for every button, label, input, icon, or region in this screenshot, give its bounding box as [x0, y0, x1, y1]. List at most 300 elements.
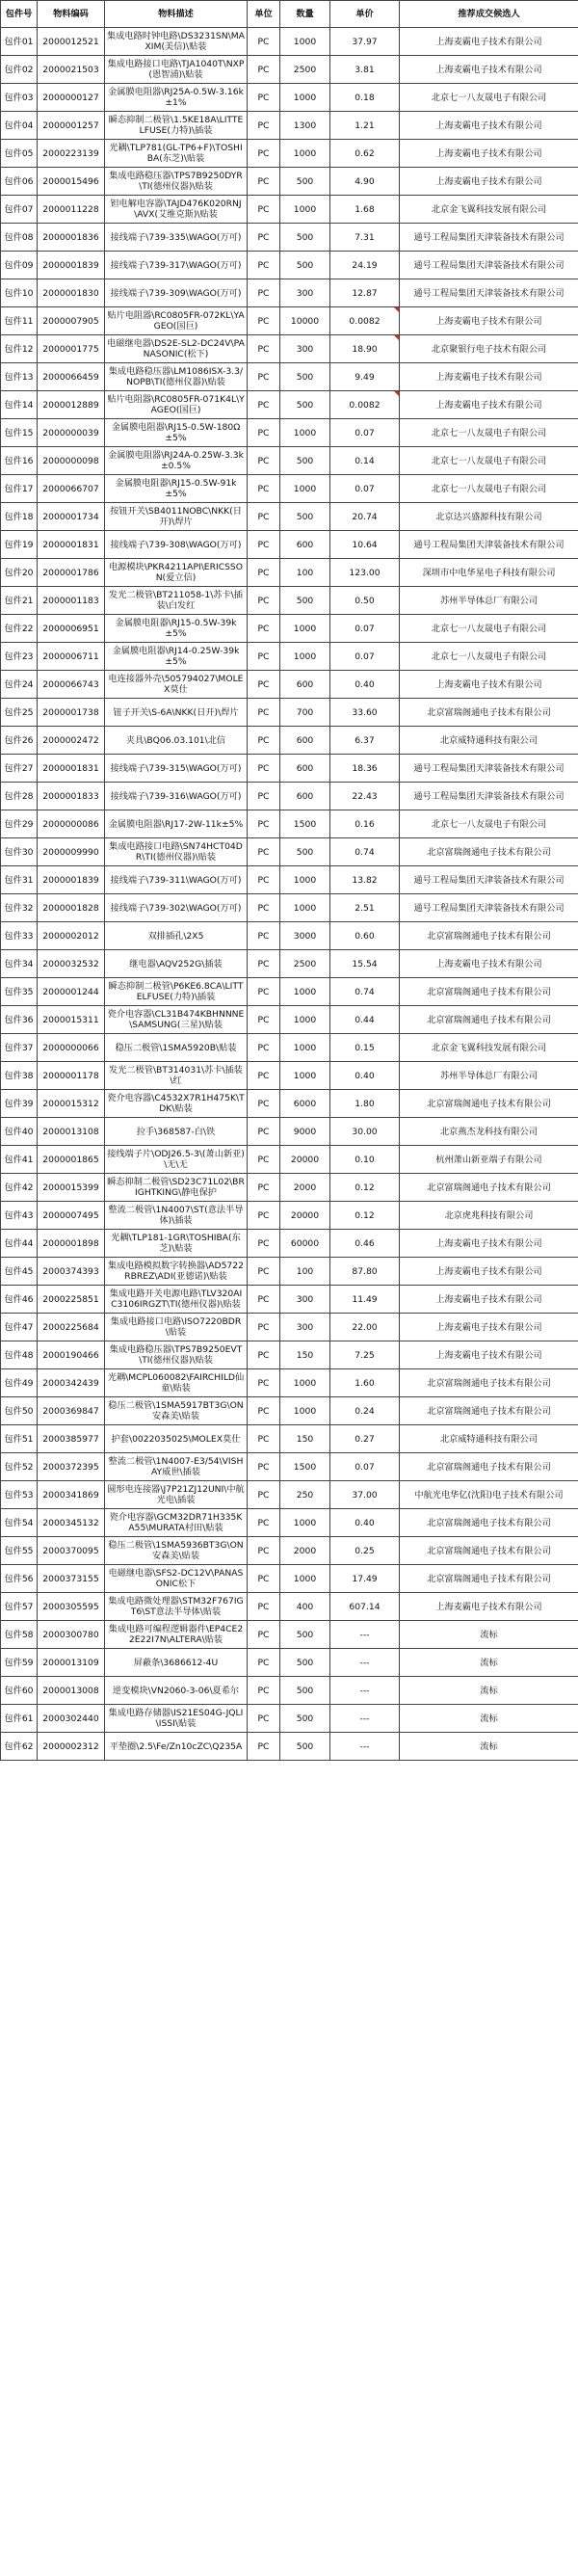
cell-unit-price: 0.50 [330, 587, 400, 615]
cell-material-code: 2000001786 [38, 559, 105, 587]
cell-unit: PC [248, 335, 280, 363]
cell-material-desc: 整流二极管\1N4007-E3/54\VISHAY威世\插装 [105, 1453, 248, 1481]
cell-material-code: 2000015399 [38, 1174, 105, 1202]
cell-package-no: 包件32 [1, 894, 38, 922]
cell-unit: PC [248, 391, 280, 419]
cell-unit: PC [248, 1146, 280, 1174]
header-material-code: 物料编码 [38, 1, 105, 28]
header-unit: 单位 [248, 1, 280, 28]
cell-unit: PC [248, 1733, 280, 1761]
table-row [1, 810, 578, 838]
cell-material-desc: 金属膜电阻器\RJ24A-0.25W-3.3k±0.5% [105, 447, 248, 475]
cell-material-code: 2000305595 [38, 1593, 105, 1621]
cell-quantity: 1000 [280, 643, 330, 671]
table-row [1, 727, 578, 755]
cell-unit-price: 12.87 [330, 279, 400, 307]
cell-material-code: 2000225684 [38, 1314, 105, 1341]
cell-unit: PC [248, 1230, 280, 1258]
table-header-row [1, 1, 578, 28]
cell-quantity: 1000 [280, 615, 330, 643]
cell-package-no: 包件01 [1, 28, 38, 56]
cell-quantity: 1000 [280, 1565, 330, 1593]
cell-package-no: 包件44 [1, 1230, 38, 1258]
cell-unit: PC [248, 1202, 280, 1230]
cell-unit-price: 37.97 [330, 28, 400, 56]
cell-unit: PC [248, 894, 280, 922]
cell-material-code: 2000015496 [38, 168, 105, 196]
cell-recommended-bidder: 杭州萧山新亚端子有限公司 [400, 1146, 578, 1174]
cell-quantity: 150 [280, 1341, 330, 1369]
cell-unit: PC [248, 224, 280, 252]
table-row [1, 363, 578, 391]
cell-recommended-bidder: 北京富瑞阁通电子技术有限公司 [400, 1369, 578, 1397]
cell-material-code: 2000000039 [38, 419, 105, 447]
cell-unit: PC [248, 419, 280, 447]
cell-material-desc: 瞬态抑制二极管\1.5KE18A\LITTELFUSE(力特)\插装 [105, 112, 248, 140]
cell-material-desc: 光耦\TLP181-1GR\TOSHIBA(东芝)\贴装 [105, 1230, 248, 1258]
cell-package-no: 包件57 [1, 1593, 38, 1621]
cell-recommended-bidder: 北京威特通科技有限公司 [400, 727, 578, 755]
cell-package-no: 包件28 [1, 783, 38, 810]
cell-recommended-bidder: 通号工程局集团天津装备技术有限公司 [400, 783, 578, 810]
cell-material-desc: 整流二极管\1N4007\ST(意法半导体)\插装 [105, 1202, 248, 1230]
cell-package-no: 包件23 [1, 643, 38, 671]
cell-material-desc: 逆变模块\VN2060-3-06\夏希尔 [105, 1677, 248, 1705]
cell-recommended-bidder: 上海麦霸电子技术有限公司 [400, 391, 578, 419]
table-row [1, 1649, 578, 1677]
cell-unit: PC [248, 1621, 280, 1649]
cell-unit: PC [248, 28, 280, 56]
table-row [1, 1174, 578, 1202]
cell-material-code: 2000013108 [38, 1118, 105, 1146]
table-row [1, 671, 578, 699]
cell-package-no: 包件20 [1, 559, 38, 587]
cell-unit: PC [248, 140, 280, 168]
cell-unit: PC [248, 587, 280, 615]
cell-material-code: 2000012521 [38, 28, 105, 56]
cell-quantity: 1000 [280, 1006, 330, 1034]
cell-unit-price: --- [330, 1705, 400, 1733]
table-row [1, 28, 578, 56]
cell-recommended-bidder: 北京七一八友晟电子有限公司 [400, 84, 578, 112]
cell-unit-price: --- [330, 1621, 400, 1649]
cell-package-no: 包件14 [1, 391, 38, 419]
cell-material-code: 2000002472 [38, 727, 105, 755]
cell-quantity: 300 [280, 335, 330, 363]
cell-recommended-bidder: 北京富瑞阁通电子技术有限公司 [400, 838, 578, 866]
cell-material-desc: 集成电路稳压器\LM1086ISX-3.3/NOPB\TI(德州仪器)\贴装 [105, 363, 248, 391]
table-row [1, 1369, 578, 1397]
cell-unit-price: 0.12 [330, 1202, 400, 1230]
cell-material-desc: 发光二极管\BT211058-1\苏卡\插装\白发红 [105, 587, 248, 615]
cell-material-code: 2000225851 [38, 1286, 105, 1314]
cell-quantity: 3000 [280, 922, 330, 950]
cell-material-code: 2000385977 [38, 1425, 105, 1453]
cell-package-no: 包件60 [1, 1677, 38, 1705]
cell-material-code: 2000001830 [38, 279, 105, 307]
cell-quantity: 500 [280, 252, 330, 279]
cell-recommended-bidder: 上海麦霸电子技术有限公司 [400, 112, 578, 140]
cell-material-desc: 电源模块\PKR4211API\ERICSSON(爱立信) [105, 559, 248, 587]
cell-quantity: 700 [280, 699, 330, 727]
cell-package-no: 包件12 [1, 335, 38, 363]
cell-unit: PC [248, 1369, 280, 1397]
cell-recommended-bidder: 中航光电华亿(沈阳)电子技术有限公司 [400, 1481, 578, 1509]
cell-material-code: 2000012889 [38, 391, 105, 419]
cell-material-code: 2000001898 [38, 1230, 105, 1258]
cell-unit-price: 11.49 [330, 1286, 400, 1314]
cell-unit: PC [248, 252, 280, 279]
table-body [1, 28, 578, 1761]
cell-package-no: 包件02 [1, 56, 38, 84]
cell-material-code: 2000373155 [38, 1565, 105, 1593]
cell-unit-price: 0.60 [330, 922, 400, 950]
cell-unit: PC [248, 810, 280, 838]
cell-material-desc: 稳压二极管\1SMA5936BT3G\ON安森美\贴装 [105, 1537, 248, 1565]
cell-unit: PC [248, 84, 280, 112]
cell-unit-price: 0.14 [330, 447, 400, 475]
cell-material-desc: 平垫圈\2.5\Fe/Zn10cZC\Q235A [105, 1733, 248, 1761]
cell-package-no: 包件53 [1, 1481, 38, 1509]
cell-quantity: 2000 [280, 1174, 330, 1202]
cell-unit: PC [248, 1705, 280, 1733]
cell-recommended-bidder: 流标 [400, 1733, 578, 1761]
cell-package-no: 包件54 [1, 1509, 38, 1537]
cell-unit: PC [248, 1397, 280, 1425]
table-row [1, 1286, 578, 1314]
cell-material-code: 2000001836 [38, 224, 105, 252]
cell-material-code: 2000300780 [38, 1621, 105, 1649]
cell-recommended-bidder: 上海麦霸电子技术有限公司 [400, 140, 578, 168]
table-row [1, 1146, 578, 1174]
table-row [1, 56, 578, 84]
cell-unit: PC [248, 1453, 280, 1481]
cell-quantity: 1000 [280, 475, 330, 503]
table-row [1, 1034, 578, 1062]
table-row [1, 1481, 578, 1509]
cell-material-code: 2000006711 [38, 643, 105, 671]
cell-unit-price: 33.60 [330, 699, 400, 727]
cell-recommended-bidder: 上海麦霸电子技术有限公司 [400, 671, 578, 699]
table-row [1, 140, 578, 168]
header-package-no: 包件号 [1, 1, 38, 28]
cell-recommended-bidder: 通号工程局集团天津装备技术有限公司 [400, 531, 578, 559]
cell-package-no: 包件35 [1, 978, 38, 1006]
table-row [1, 1230, 578, 1258]
cell-recommended-bidder: 通号工程局集团天津装备技术有限公司 [400, 279, 578, 307]
cell-quantity: 500 [280, 1733, 330, 1761]
cell-quantity: 300 [280, 1314, 330, 1341]
cell-unit-price: 0.18 [330, 84, 400, 112]
cell-quantity: 600 [280, 727, 330, 755]
cell-recommended-bidder: 上海麦霸电子技术有限公司 [400, 1314, 578, 1341]
cell-unit-price: 2.51 [330, 894, 400, 922]
cell-material-desc: 屏蔽条\3686612-4U [105, 1649, 248, 1677]
cell-unit: PC [248, 1174, 280, 1202]
cell-material-code: 2000001738 [38, 699, 105, 727]
cell-recommended-bidder: 北京富瑞阁通电子技术有限公司 [400, 1537, 578, 1565]
table-row [1, 894, 578, 922]
cell-quantity: 2000 [280, 1537, 330, 1565]
cell-recommended-bidder: 北京七一八友晟电子有限公司 [400, 419, 578, 447]
cell-recommended-bidder: 通号工程局集团天津装备技术有限公司 [400, 894, 578, 922]
cell-material-desc: 护套\0022035025\MOLEX莫仕 [105, 1425, 248, 1453]
cell-package-no: 包件27 [1, 755, 38, 783]
cell-unit-price: --- [330, 1677, 400, 1705]
cell-unit-price: 0.07 [330, 1453, 400, 1481]
cell-unit: PC [248, 1481, 280, 1509]
cell-material-desc: 集成电路稳压器\TPS7B9250DYR\TI(德州仪器)\贴装 [105, 168, 248, 196]
table-row [1, 1565, 578, 1593]
cell-package-no: 包件05 [1, 140, 38, 168]
cell-package-no: 包件33 [1, 922, 38, 950]
cell-material-desc: 电连接器外壳\505794027\MOLEX莫仕 [105, 671, 248, 699]
cell-package-no: 包件55 [1, 1537, 38, 1565]
cell-unit: PC [248, 1314, 280, 1341]
cell-quantity: 9000 [280, 1118, 330, 1146]
cell-quantity: 600 [280, 783, 330, 810]
cell-recommended-bidder: 北京富瑞阁通电子技术有限公司 [400, 1453, 578, 1481]
cell-unit-price: 1.68 [330, 196, 400, 224]
cell-recommended-bidder: 上海麦霸电子技术有限公司 [400, 1230, 578, 1258]
cell-unit-price: 0.46 [330, 1230, 400, 1258]
cell-recommended-bidder: 北京富瑞阁通电子技术有限公司 [400, 1090, 578, 1118]
cell-material-code: 2000001865 [38, 1146, 105, 1174]
cell-material-code: 2000190466 [38, 1341, 105, 1369]
cell-package-no: 包件61 [1, 1705, 38, 1733]
cell-material-code: 2000021503 [38, 56, 105, 84]
cell-package-no: 包件41 [1, 1146, 38, 1174]
cell-recommended-bidder: 上海麦霸电子技术有限公司 [400, 1258, 578, 1286]
cell-package-no: 包件31 [1, 866, 38, 894]
cell-package-no: 包件16 [1, 447, 38, 475]
table-row [1, 1705, 578, 1733]
cell-recommended-bidder: 通号工程局集团天津装备技术有限公司 [400, 866, 578, 894]
cell-material-code: 2000009990 [38, 838, 105, 866]
cell-recommended-bidder: 北京富瑞阁通电子技术有限公司 [400, 1509, 578, 1537]
table-row [1, 224, 578, 252]
cell-unit-price: 0.07 [330, 475, 400, 503]
cell-recommended-bidder: 苏州半导体总厂有限公司 [400, 1062, 578, 1090]
table-row [1, 1202, 578, 1230]
cell-recommended-bidder: 北京达兴盛源科技有限公司 [400, 503, 578, 531]
cell-recommended-bidder: 流标 [400, 1649, 578, 1677]
cell-material-desc: 拉手\368587-白\铁 [105, 1118, 248, 1146]
cell-recommended-bidder: 通号工程局集团天津装备技术有限公司 [400, 252, 578, 279]
cell-material-code: 2000066707 [38, 475, 105, 503]
cell-quantity: 1000 [280, 894, 330, 922]
cell-recommended-bidder: 通号工程局集团天津装备技术有限公司 [400, 224, 578, 252]
cell-material-code: 2000345132 [38, 1509, 105, 1537]
cell-material-code: 2000000127 [38, 84, 105, 112]
cell-unit: PC [248, 112, 280, 140]
cell-material-desc: 金属膜电阻器\RJ25A-0.5W-3.16k±1% [105, 84, 248, 112]
table-row [1, 196, 578, 224]
cell-unit-price: 30.00 [330, 1118, 400, 1146]
cell-material-code: 2000001828 [38, 894, 105, 922]
table-row [1, 112, 578, 140]
cell-unit: PC [248, 447, 280, 475]
cell-unit-price: --- [330, 1733, 400, 1761]
cell-unit: PC [248, 783, 280, 810]
cell-material-desc: 钮子开关\S-6A\NKK(日开)\焊片 [105, 699, 248, 727]
table-row [1, 168, 578, 196]
cell-unit-price: 0.12 [330, 1174, 400, 1202]
table-row [1, 922, 578, 950]
cell-material-desc: 圆形电连接器\J7P21ZJ12UNI\中航光电\插装 [105, 1481, 248, 1509]
cell-quantity: 1000 [280, 866, 330, 894]
cell-unit-price: 17.49 [330, 1565, 400, 1593]
cell-material-desc: 金属膜电阻器\RJ17-2W-11k±5% [105, 810, 248, 838]
cell-recommended-bidder: 北京聚银行电子技术有限公司 [400, 335, 578, 363]
table-row [1, 1090, 578, 1118]
cell-unit-price: 0.0082 [330, 391, 400, 419]
cell-recommended-bidder: 深圳市中电华星电子科技有限公司 [400, 559, 578, 587]
cell-material-desc: 接线端子\739-316\WAGO(万可) [105, 783, 248, 810]
cell-material-code: 2000000066 [38, 1034, 105, 1062]
cell-recommended-bidder: 流标 [400, 1677, 578, 1705]
cell-package-no: 包件52 [1, 1453, 38, 1481]
cell-unit-price: 0.16 [330, 810, 400, 838]
cell-material-desc: 集成电路可编程逻辑器件\EP4CE22E22I7N\ALTERA\贴装 [105, 1621, 248, 1649]
cell-package-no: 包件17 [1, 475, 38, 503]
header-quantity: 数量 [280, 1, 330, 28]
table-row [1, 755, 578, 783]
table-row [1, 279, 578, 307]
cell-material-code: 2000001257 [38, 112, 105, 140]
cell-package-no: 包件40 [1, 1118, 38, 1146]
cell-unit-price: 13.82 [330, 866, 400, 894]
cell-unit-price: 15.54 [330, 950, 400, 978]
table-row [1, 1537, 578, 1565]
cell-package-no: 包件03 [1, 84, 38, 112]
table-row [1, 503, 578, 531]
cell-unit: PC [248, 755, 280, 783]
cell-quantity: 500 [280, 447, 330, 475]
cell-material-desc: 接线端子\739-335\WAGO(万可) [105, 224, 248, 252]
cell-quantity: 2500 [280, 56, 330, 84]
cell-unit: PC [248, 503, 280, 531]
cell-unit-price: 1.80 [330, 1090, 400, 1118]
table-row [1, 559, 578, 587]
cell-recommended-bidder: 上海麦霸电子技术有限公司 [400, 1286, 578, 1314]
cell-unit-price: 0.25 [330, 1537, 400, 1565]
cell-recommended-bidder: 流标 [400, 1705, 578, 1733]
cell-unit-price: 0.0082 [330, 307, 400, 335]
cell-unit: PC [248, 1677, 280, 1705]
cell-recommended-bidder: 上海麦霸电子技术有限公司 [400, 950, 578, 978]
cell-quantity: 500 [280, 1621, 330, 1649]
cell-unit: PC [248, 279, 280, 307]
cell-recommended-bidder: 北京燕杰龙科技有限公司 [400, 1118, 578, 1146]
cell-quantity: 1000 [280, 84, 330, 112]
cell-unit: PC [248, 307, 280, 335]
cell-recommended-bidder: 北京富瑞阁通电子技术有限公司 [400, 1397, 578, 1425]
cell-unit-price: 1.60 [330, 1369, 400, 1397]
cell-material-code: 2000015312 [38, 1090, 105, 1118]
table-row [1, 1733, 578, 1761]
cell-recommended-bidder: 上海麦霸电子技术有限公司 [400, 168, 578, 196]
cell-quantity: 1500 [280, 810, 330, 838]
cell-unit: PC [248, 1006, 280, 1034]
cell-package-no: 包件15 [1, 419, 38, 447]
cell-unit: PC [248, 1090, 280, 1118]
cell-material-desc: 夹具\BQ06.03.101\北信 [105, 727, 248, 755]
cell-material-code: 2000001831 [38, 755, 105, 783]
cell-package-no: 包件29 [1, 810, 38, 838]
cell-material-desc: 贴片电阻器\RC0805FR-071K4L\YAGEO(国巨) [105, 391, 248, 419]
cell-package-no: 包件51 [1, 1425, 38, 1453]
table-row [1, 1621, 578, 1649]
cell-recommended-bidder: 北京富瑞阁通电子技术有限公司 [400, 1006, 578, 1034]
cell-material-desc: 接线端子\739-302\WAGO(万可) [105, 894, 248, 922]
cell-unit: PC [248, 699, 280, 727]
cell-material-desc: 瞬态抑制二极管\P6KE6.8CA\LITTELFUSE(力特)\插装 [105, 978, 248, 1006]
cell-material-desc: 接线端子\739-315\WAGO(万可) [105, 755, 248, 783]
table-row [1, 950, 578, 978]
table-row [1, 391, 578, 419]
cell-material-desc: 电磁继电器\DS2E-SL2-DC24V\PANASONIC(松下) [105, 335, 248, 363]
cell-unit: PC [248, 866, 280, 894]
cell-material-code: 2000000086 [38, 810, 105, 838]
cell-unit-price: 9.49 [330, 363, 400, 391]
cell-quantity: 1000 [280, 1034, 330, 1062]
cell-material-code: 2000369847 [38, 1397, 105, 1425]
cell-unit-price: 0.07 [330, 643, 400, 671]
cell-quantity: 500 [280, 503, 330, 531]
cell-material-desc: 金属膜电阻器\RJ15-0.5W-180Ω±5% [105, 419, 248, 447]
cell-unit-price: 0.10 [330, 1146, 400, 1174]
cell-material-desc: 集成电路开关电源电路\TLV320AIC3106IRGZT\TI(德州仪器)\贴装 [105, 1286, 248, 1314]
cell-unit: PC [248, 978, 280, 1006]
cell-quantity: 1300 [280, 112, 330, 140]
table-row [1, 447, 578, 475]
cell-recommended-bidder: 北京七一八友晟电子有限公司 [400, 810, 578, 838]
cell-recommended-bidder: 上海麦霸电子技术有限公司 [400, 1341, 578, 1369]
cell-quantity: 60000 [280, 1230, 330, 1258]
cell-unit-price: 20.74 [330, 503, 400, 531]
cell-material-code: 2000032532 [38, 950, 105, 978]
cell-package-no: 包件48 [1, 1341, 38, 1369]
cell-unit-price: 7.25 [330, 1341, 400, 1369]
cell-material-code: 2000002312 [38, 1733, 105, 1761]
header-material-desc: 物料描述 [105, 1, 248, 28]
cell-unit: PC [248, 922, 280, 950]
table-row [1, 1006, 578, 1034]
cell-material-desc: 接线端子片\ODJ26.5-3\(萧山新亚)\无\无 [105, 1146, 248, 1174]
table-row [1, 1593, 578, 1621]
cell-package-no: 包件11 [1, 307, 38, 335]
cell-material-desc: 金属膜电阻器\RJ15-0.5W-91k±5% [105, 475, 248, 503]
cell-recommended-bidder: 上海麦霸电子技术有限公司 [400, 56, 578, 84]
cell-recommended-bidder: 北京富瑞阁通电子技术有限公司 [400, 922, 578, 950]
cell-unit: PC [248, 1034, 280, 1062]
cell-package-no: 包件07 [1, 196, 38, 224]
cell-quantity: 600 [280, 755, 330, 783]
cell-material-desc: 瓷介电容器\GCM32DR71H335KA55\MURATA村田\贴装 [105, 1509, 248, 1537]
table-row [1, 838, 578, 866]
cell-quantity: 300 [280, 1286, 330, 1314]
cell-material-desc: 接线端子\739-311\WAGO(万可) [105, 866, 248, 894]
cell-package-no: 包件38 [1, 1062, 38, 1090]
cell-material-desc: 贴片电阻器\RC0805FR-072KL\YAGEO(国巨) [105, 307, 248, 335]
cell-material-desc: 集成电路接口电路\SN74HCT04DR\TI(德州仪器)\贴装 [105, 838, 248, 866]
table-row [1, 1453, 578, 1481]
cell-quantity: 500 [280, 838, 330, 866]
table-row [1, 587, 578, 615]
cell-unit-price: 4.90 [330, 168, 400, 196]
cell-quantity: 500 [280, 168, 330, 196]
